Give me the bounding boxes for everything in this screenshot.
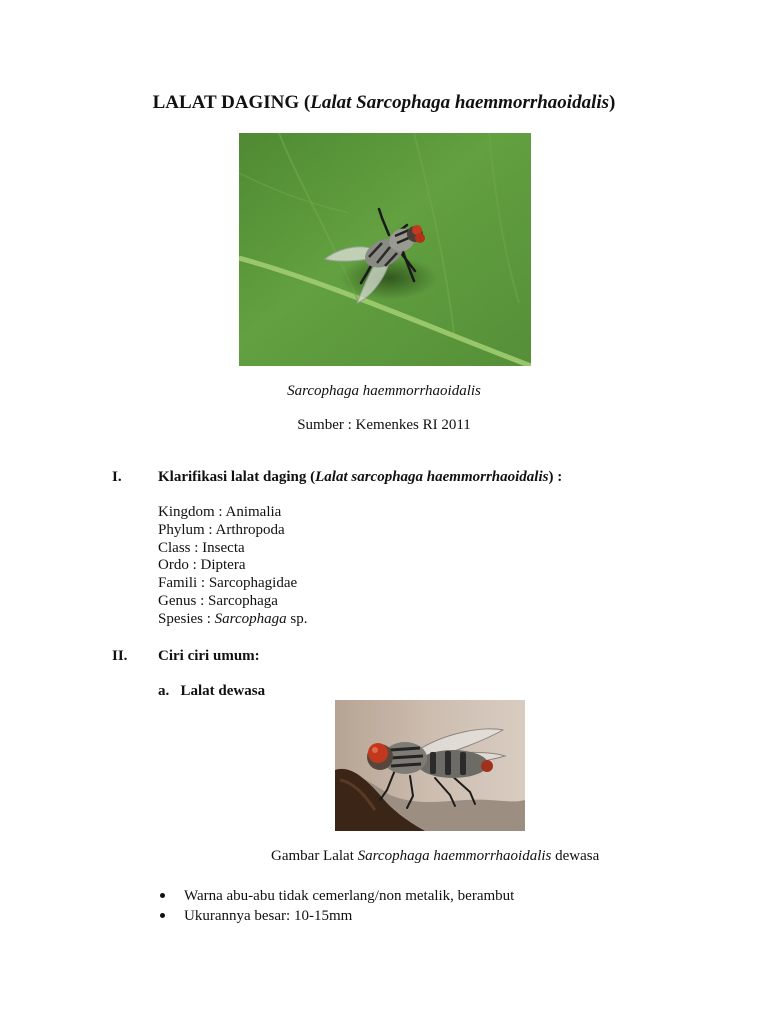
bullet-list [158,886,514,926]
fly-on-leaf-photo [239,133,531,366]
classification-list [158,504,307,629]
adult-fly-photo [335,700,525,831]
figure-source: Sumber : Kemenkes RI 2011 [297,417,471,433]
classification-item: Class : Insecta [158,539,245,556]
classification-item-species: Spesies : Sarcophaga sp. [158,610,308,627]
section-number: I. [112,469,122,485]
section-number: II. [112,648,128,664]
classification-item: Genus : Sarcophaga [158,592,278,609]
section-heading: Klarifikasi lalat daging (Lalat sarcophaga haemmorrhaoidalis) : [158,469,563,485]
figure-caption: Sarcophaga haemmorrhaoidalis [287,383,481,399]
classification-item: Phylum : Arthropoda [158,521,285,538]
bullet-icon [160,893,165,898]
section-heading: Ciri ciri umum: [158,648,260,664]
classification-item: Famili : Sarcophagidae [158,575,298,592]
classification-item: Kingdom : Animalia [158,504,282,520]
subsection-heading: a. Lalat dewasa [158,683,266,699]
figure-caption: Gambar Lalat Sarcophaga haemmorrhaoidalis dewasa [271,848,600,864]
list-item: Warna abu-abu tidak cemerlang/non metalik, berambut [158,886,514,906]
classification-item: Ordo : Diptera [158,557,246,574]
bullet-icon [160,913,165,918]
list-item: Ukurannya besar: 10-15mm [158,906,514,926]
page-title: LALAT DAGING (Lalat Sarcophaga haemmorrhaoidalis) [152,92,616,113]
